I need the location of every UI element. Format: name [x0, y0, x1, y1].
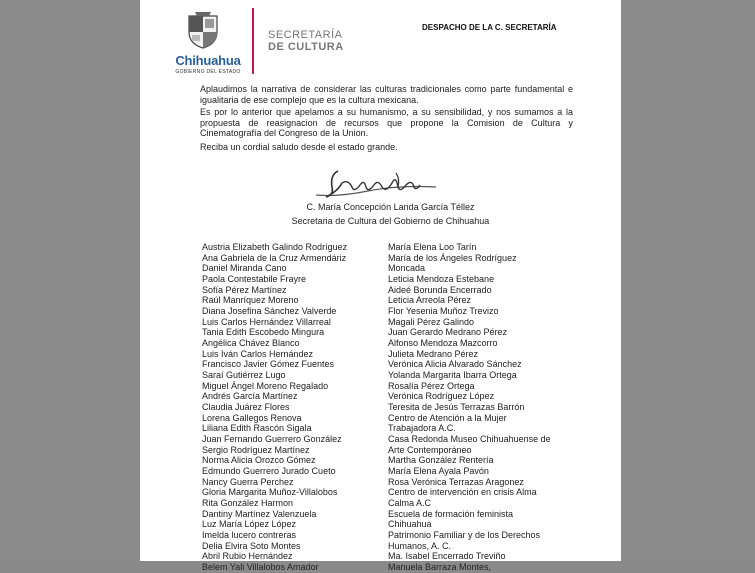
signer-name: Sofía Pérez Martínez	[202, 284, 287, 295]
signer-name: Centro de intervención en crisis Alma	[388, 487, 537, 498]
signer-name: Angélica Chávez Blanco	[202, 338, 300, 349]
signer-name: Andrés García Martínez	[202, 391, 298, 402]
signer-name: Claudia Juárez Flores	[202, 402, 290, 413]
signer-name: Gloria Margarita Muñoz-Villalobos	[202, 487, 338, 498]
state-logo	[168, 12, 248, 76]
signer-name: Humanos, A. C.	[388, 540, 452, 551]
signer-name: Centro de Atención a la Mujer	[388, 412, 507, 423]
signer-name: Paola Contestabile Frayre	[202, 274, 307, 285]
signer-name: María Elena Ayala Pavón	[388, 466, 489, 477]
signer-name: Tania Edith Escobedo Mingura	[202, 327, 325, 338]
signer-name: María de los Ángeles Rodríguez	[388, 252, 517, 263]
signer-name: Luis Iván Carlos Hernández	[202, 348, 314, 359]
signer-name: Daniel Miranda Cano	[202, 263, 287, 274]
signer-name: Rosa Verónica Terrazas Aragonez	[388, 476, 524, 487]
signer-name: Martha González Rentería	[388, 455, 494, 466]
department-line-1: SECRETARÍA	[268, 29, 343, 41]
signer-name: Calma A.C	[388, 498, 432, 509]
signer-name: Yolanda Margarita Ibarra Ortega	[388, 370, 517, 381]
signer-name: Luz María López López	[202, 519, 297, 530]
signer-name: Casa Redonda Museo Chihuahuense de	[388, 434, 551, 445]
signatory-title: Secretaria de Cultura del Gobierno de Chihuahua	[291, 216, 490, 226]
brand-subtitle: GOBIERNO DEL ESTADO	[175, 69, 241, 75]
signer-name: Lorena Gallegos Renova	[202, 412, 302, 423]
department-line-2: DE CULTURA	[268, 41, 344, 53]
body-paragraph-2: Es por lo anterior que apelamos a su humanismo, a su sensibilidad, y nos sumamos a la propuesta de reasignacion de recursos que propone la Comision de Cultura y Cinematografía del Congreso de la Union.	[200, 107, 573, 138]
signer-name: Rita González Harmon	[202, 498, 294, 509]
signer-name: Edmundo Guerrero Jurado Cueto	[202, 466, 336, 477]
signer-name: Escuela de formación feminista	[388, 508, 514, 519]
signer-name: Delia Elvira Soto Montes	[202, 540, 301, 551]
signer-name: Chihuahua	[388, 519, 432, 530]
signer-name: Verónica Rodríguez López	[388, 391, 495, 402]
signer-name: Trabajadora A.C.	[388, 423, 456, 434]
signer-name: Patrimonio Familiar y de los Derechos	[388, 530, 541, 541]
signer-name: Magali Pérez Galindo	[388, 316, 475, 327]
signer-name: Juan Gerardo Medrano Pérez	[388, 327, 508, 338]
signer-name: Imelda lucero contreras	[202, 530, 297, 541]
signer-name: Dantiny Martínez Valenzuela	[202, 508, 317, 519]
handwritten-signature	[308, 165, 443, 205]
signer-name: Saraí Gutiérrez Lugo	[202, 370, 286, 381]
signer-name: Arte Contemporáneo	[388, 444, 472, 455]
signer-name: Liliana Edith Rascón Sigala	[202, 423, 312, 434]
document-page	[140, 0, 621, 573]
body-paragraph-1: Aplaudimos la narrativa de considerar las culturas tradicionales como parte fundamental e igualitaria de ese complejo que es la cultura mexicana.	[200, 84, 573, 105]
signatory-name: C. María Concepción Landa García Téllez	[306, 202, 475, 212]
header-divider	[252, 8, 254, 74]
signer-name: Norma Alicia Orozco Gómez	[202, 455, 316, 466]
signer-name: Francisco Javier Gómez Fuentes	[202, 359, 335, 370]
signer-name: Leticia Arreola Pérez	[388, 295, 472, 306]
signer-name: Sergio Rodríguez Martínez	[202, 444, 310, 455]
signer-name: Verónica Alicia Alvarado Sánchez	[388, 359, 522, 370]
signer-name: Flor Yesenia Muñoz Trevizo	[388, 306, 499, 317]
signer-name: Ana Gabriela de la Cruz Armendáriz	[202, 252, 347, 263]
signer-name: Ma. Isabel Encerrado Treviño	[388, 551, 506, 562]
signer-name: María Elena Loo Tarín	[388, 242, 477, 252]
viewer-background-right	[620, 0, 755, 561]
signer-name: Alfonso Mendoza Mazcorro	[388, 338, 498, 349]
viewer-background-left	[0, 0, 140, 561]
signer-name: Abril Rubio Hernández	[202, 551, 293, 562]
signer-name: Moncada	[388, 263, 426, 274]
office-heading: DESPACHO DE LA C. SECRETARÍA	[422, 23, 557, 32]
signer-name: Raúl Manríquez Moreno	[202, 295, 299, 306]
signer-name: Teresita de Jesús Terrazas Barrón	[388, 402, 525, 413]
signers-column-left	[202, 242, 382, 573]
signer-name: Leticia Mendoza Estebane	[388, 274, 495, 285]
signers-column-right	[388, 242, 578, 573]
signer-name: Luis Carlos Hernández Villarreal	[202, 316, 331, 327]
body-paragraph-3: Reciba un cordial saludo desde el estado grande.	[200, 142, 398, 152]
signer-name: Rosalía Pérez Ortega	[388, 380, 475, 391]
crest-icon	[185, 12, 221, 50]
signer-name: Diana Josefina Sánchez Valverde	[202, 306, 337, 317]
signer-name: Nancy Guerra Perchez	[202, 476, 294, 487]
signer-name: Miguel Ángel Moreno Regalado	[202, 380, 329, 391]
signer-name: Austria Elizabeth Galindo Rodríguez	[202, 242, 348, 252]
signer-name: Julieta Medrano Pérez	[388, 348, 479, 359]
signer-name: Juan Fernando Guerrero González	[202, 434, 342, 445]
signer-name: Manuela Barraza Montes,	[388, 562, 492, 573]
signer-name: Belem Yali Villalobos Amador	[202, 562, 319, 573]
brand-name: Chihuahua	[175, 53, 241, 68]
signer-name: Aideé Borunda Encerrado	[388, 284, 492, 295]
